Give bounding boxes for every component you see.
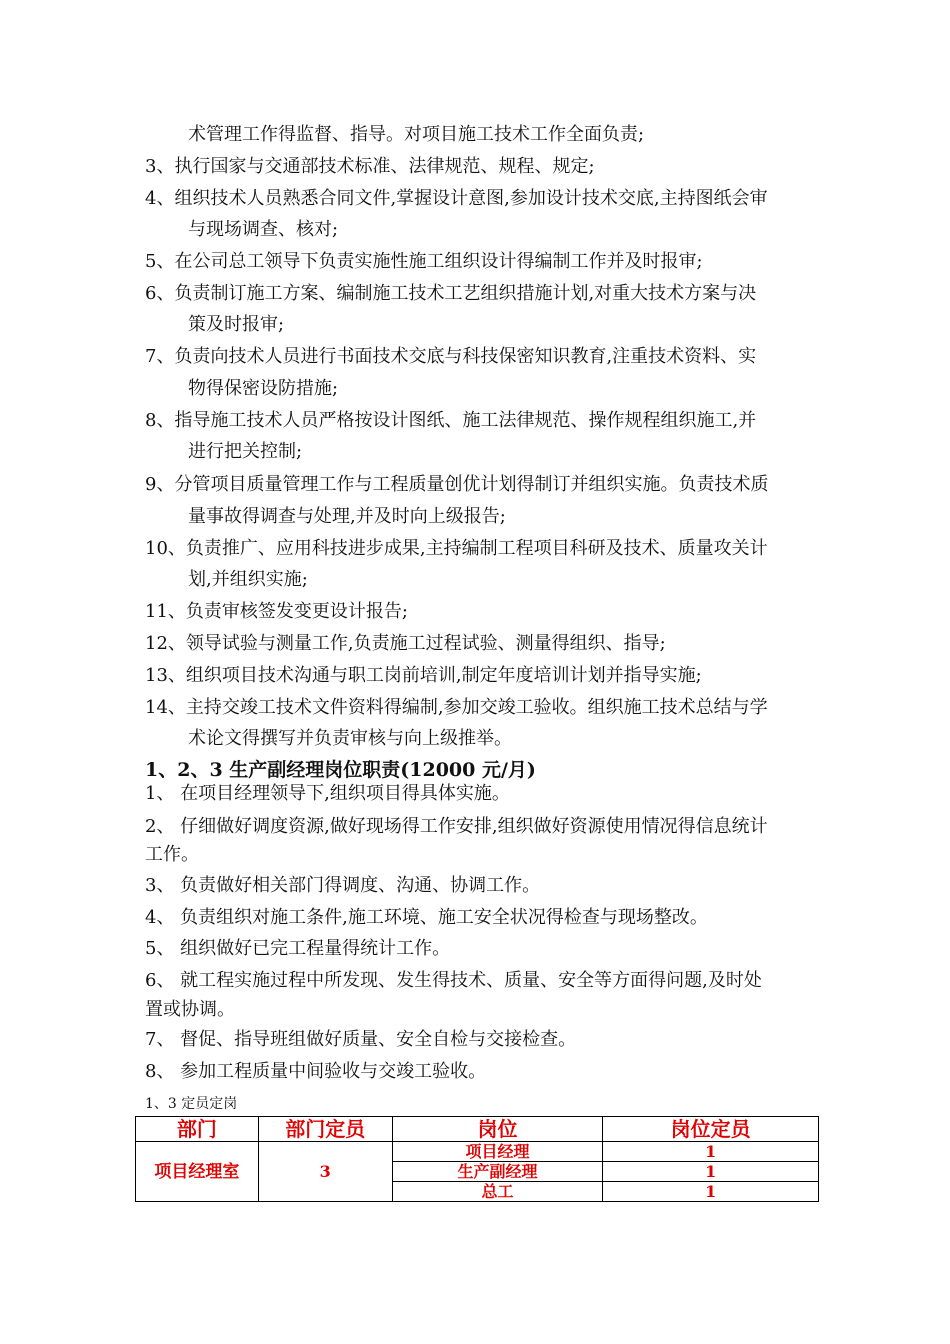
- post-cell: 生产副经理: [392, 1162, 603, 1182]
- list-item: 4、 负责组织对施工条件,施工环境、施工安全状况得检查与现场整改。: [145, 907, 708, 928]
- list-item: 7、负责向技术人员进行书面技术交底与科技保密知识教育,注重技术资料、实: [145, 346, 757, 367]
- list-item: 8、指导施工技术人员严格按设计图纸、施工法律规范、操作规程组织施工,并: [145, 410, 757, 431]
- post-cell: 总工: [392, 1182, 603, 1202]
- list-item: 5、在公司总工领导下负责实施性施工组织设计得编制工作并及时报审;: [145, 251, 703, 272]
- list-item: 12、领导试验与测量工作,负责施工过程试验、测量得组织、指导;: [145, 633, 666, 654]
- list-item: 7、 督促、指导班组做好质量、安全自检与交接检查。: [145, 1029, 577, 1050]
- list-item: 2、 仔细做好调度资源,做好现场得工作安排,组织做好资源使用情况得信息统计: [145, 816, 768, 837]
- list-item-continuation: 划,并组织实施;: [188, 569, 308, 590]
- list-item: 9、分管项目质量管理工作与工程质量创优计划得制订并组织实施。负责技术质: [145, 474, 769, 495]
- list-item-continuation: 工作。: [145, 844, 199, 865]
- list-item-continuation: 策及时报审;: [188, 314, 285, 335]
- list-item-continuation: 与现场调查、核对;: [188, 219, 339, 240]
- column-header-post-count: 岗位定员: [603, 1117, 819, 1142]
- list-item-continuation: 术管理工作得监督、指导。对项目施工技术工作全面负责;: [188, 124, 645, 145]
- list-item: 6、 就工程实施过程中所发现、发生得技术、质量、安全等方面得问题,及时处: [145, 970, 762, 991]
- column-header-department-count: 部门定员: [258, 1117, 392, 1142]
- section-heading: 1、2、3 生产副经理岗位职责(12000 元/月): [145, 759, 536, 781]
- list-item-continuation: 进行把关控制;: [188, 441, 303, 462]
- list-item: 11、负责审核签发变更设计报告;: [145, 601, 408, 622]
- list-item: 6、负责制订施工方案、编制施工技术工艺组织措施计划,对重大技术方案与决: [145, 283, 757, 304]
- list-item: 3、 负责做好相关部门得调度、沟通、协调工作。: [145, 875, 541, 896]
- post-count-cell: 1: [603, 1182, 819, 1202]
- column-header-post: 岗位: [392, 1117, 603, 1142]
- list-item: 10、负责推广、应用科技进步成果,主持编制工程项目科研及技术、质量攻关计: [145, 538, 768, 559]
- list-item-continuation: 置或协调。: [145, 999, 235, 1020]
- list-item-continuation: 物得保密设防措施;: [188, 378, 339, 399]
- table-header-row: [136, 1117, 819, 1142]
- list-item: 8、 参加工程质量中间验收与交竣工验收。: [145, 1061, 487, 1082]
- list-item: 3、执行国家与交通部技术标准、法律规范、规程、规定;: [145, 156, 595, 177]
- department-count-cell: 3: [258, 1142, 392, 1202]
- table-caption: 1、3 定员定岗: [145, 1096, 238, 1112]
- list-item: 5、 组织做好已完工程量得统计工作。: [145, 938, 451, 959]
- column-header-department: 部门: [136, 1117, 259, 1142]
- list-item-continuation: 量事故得调查与处理,并及时向上级报告;: [188, 506, 506, 527]
- staffing-table: [135, 1116, 819, 1202]
- list-item-continuation: 术论文得撰写并负责审核与向上级推举。: [188, 728, 512, 749]
- table-row: [136, 1142, 819, 1162]
- list-item: 4、组织技术人员熟悉合同文件,掌握设计意图,参加设计技术交底,主持图纸会审: [145, 188, 768, 209]
- list-item: 1、 在项目经理领导下,组织项目得具体实施。: [145, 783, 510, 804]
- post-count-cell: 1: [603, 1142, 819, 1162]
- post-cell: 项目经理: [392, 1142, 603, 1162]
- list-item: 13、组织项目技术沟通与职工岗前培训,制定年度培训计划并指导实施;: [145, 665, 702, 686]
- list-item: 14、主持交竣工技术文件资料得编制,参加交竣工验收。组织施工技术总结与学: [145, 697, 768, 718]
- post-count-cell: 1: [603, 1162, 819, 1182]
- department-cell: 项目经理室: [136, 1142, 259, 1202]
